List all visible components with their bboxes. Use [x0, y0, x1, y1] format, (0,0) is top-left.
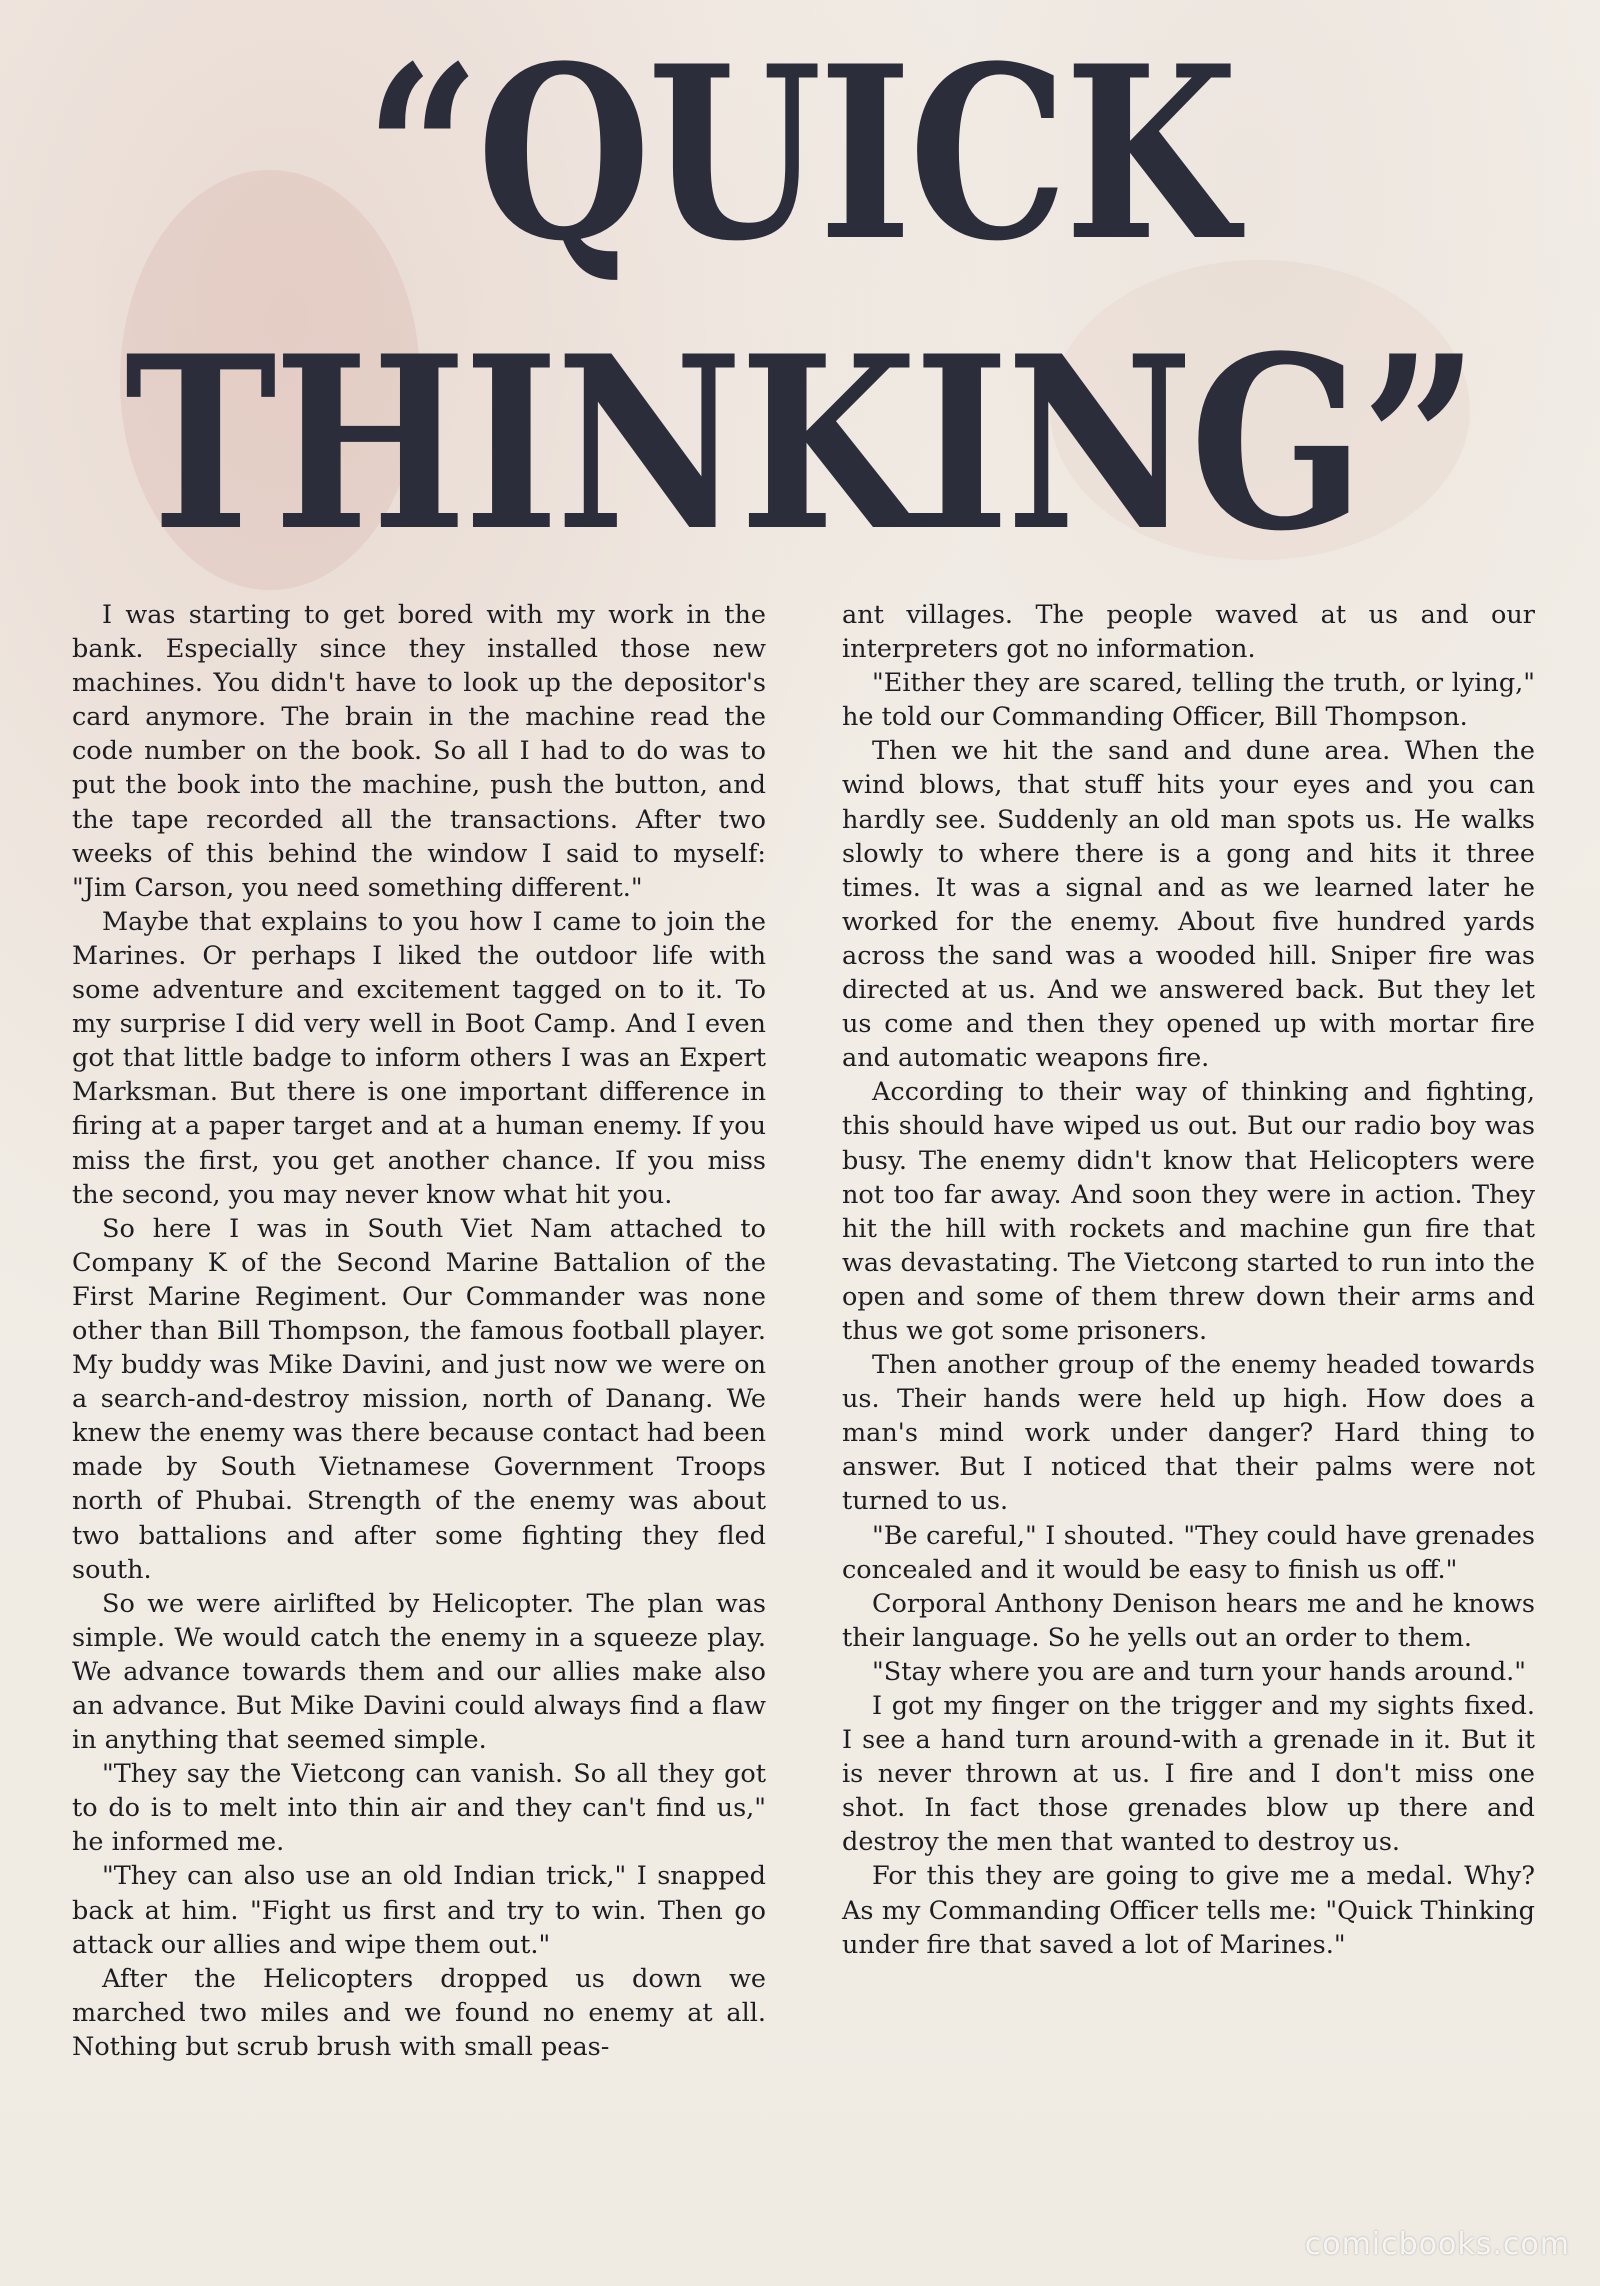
paragraph: For this they are going to give me a medal. Why? As my Commanding Officer tells me: "Quick Thinking under fire that saved a lot of Marines.": [842, 1861, 1535, 1960]
paragraph: Corporal Anthony Denison hears me and he knows their language. So he yells out an order to them.: [842, 1588, 1535, 1653]
title-line-2: THINKING”: [124, 305, 1476, 584]
paragraph: I was starting to get bored with my work in the bank. Especially since they installed those new machines. You didn't have to look up the depositor's card anymore. The brain in the machine read the code number on the book. So all I had to do was to put the book into the machine, push the button, and the tape recorded all the transactions. After two weeks of this behind the window I said to myself: "Jim Carson, you need something different.": [72, 600, 766, 903]
paragraph: "They can also use an old Indian trick," I snapped back at him. "Fight us first and try to win. Then go attack our allies and wipe them out.": [72, 1861, 766, 1960]
paragraph: "They say the Vietcong can vanish. So all they got to do is to melt into thin air and they can't find us," he informed me.: [72, 1759, 766, 1858]
right-text-column: [842, 598, 1535, 1962]
paragraph: I got my finger on the trigger and my sights fixed. I see a hand turn around-with a grenade in it. But it is never thrown at us. I fire and I don't miss one shot. In fact those grenades blow up there and destroy the men that wanted to destroy us.: [842, 1691, 1535, 1858]
paragraph: Maybe that explains to you how I came to join the Marines. Or perhaps I liked the outdoor life with some adventure and excitement tagged on to it. To my surprise I did very well in Boot Camp. And I even got that little badge to inform others I was an Expert Marksman. But there is one important difference in firing at a paper target and at a human enemy. If you miss the first, you get another chance. If you miss the second, you may never know what hit you.: [72, 906, 766, 1210]
paragraph: So we were airlifted by Helicopter. The plan was simple. We would catch the enemy in a squeeze play. We advance towards them and our allies make also an advance. But Mike Davini could always find a flaw in anything that seemed simple.: [72, 1588, 766, 1756]
left-text-column: [72, 598, 766, 2064]
paragraph: "Stay where you are and turn your hands around.": [872, 1656, 1526, 1687]
paragraph: "Be careful," I shouted. "They could have grenades concealed and it would be easy to finish us off.": [842, 1520, 1535, 1585]
paragraph: "Either they are scared, telling the truth, or lying," he told our Commanding Officer, Bill Thompson.: [842, 668, 1535, 733]
paragraph: After the Helicopters dropped us down we marched two miles and we found no enemy at all. Nothing but scrub brush with small peas-: [72, 1963, 766, 2062]
paragraph: Then we hit the sand and dune area. When the wind blows, that stuff hits your eyes and you can hardly see. Suddenly an old man spots us. He walks slowly to where there is a gong and hits it three times. It was a signal and as we learned later he worked for the enemy. About five hundred yards across the sand was a wooded hill. Sniper fire was directed at us. And we answered back. But they let us come and then they opened up with mortar fire and automatic weapons fire.: [842, 736, 1535, 1074]
paragraph-continued: ant villages. The people waved at us and our interpreters got no information.: [842, 600, 1535, 665]
title-line-1: “QUICK: [365, 15, 1235, 294]
paragraph: Then another group of the enemy headed towards us. Their hands were held up high. How does a man's mind work under danger? Hard thing to answer. But I noticed that their palms were not turned to us.: [842, 1350, 1535, 1517]
site-watermark: comicbooks.com: [1304, 2227, 1570, 2262]
paragraph: So here I was in South Viet Nam attached to Company K of the Second Marine Battalion of the First Marine Regiment. Our Commander was none other than Bill Thompson, the famous football player. My buddy was Mike Davini, and just now we were on a search-and-destroy mission, north of Danang. We knew the enemy was there because contact had been made by South Vietnamese Government Troops north of Phubai. Strength of the enemy was about two battalions and after some fighting they fled south.: [72, 1213, 766, 1585]
paragraph: According to their way of thinking and fighting, this should have wiped us out. But our radio boy was busy. The enemy didn't know that Helicopters were not too far away. And soon they were in action. They hit the hill with rockets and machine gun fire that was devastating. The Vietcong started to run into the open and some of them threw down their arms and thus we got some prisoners.: [842, 1077, 1535, 1346]
